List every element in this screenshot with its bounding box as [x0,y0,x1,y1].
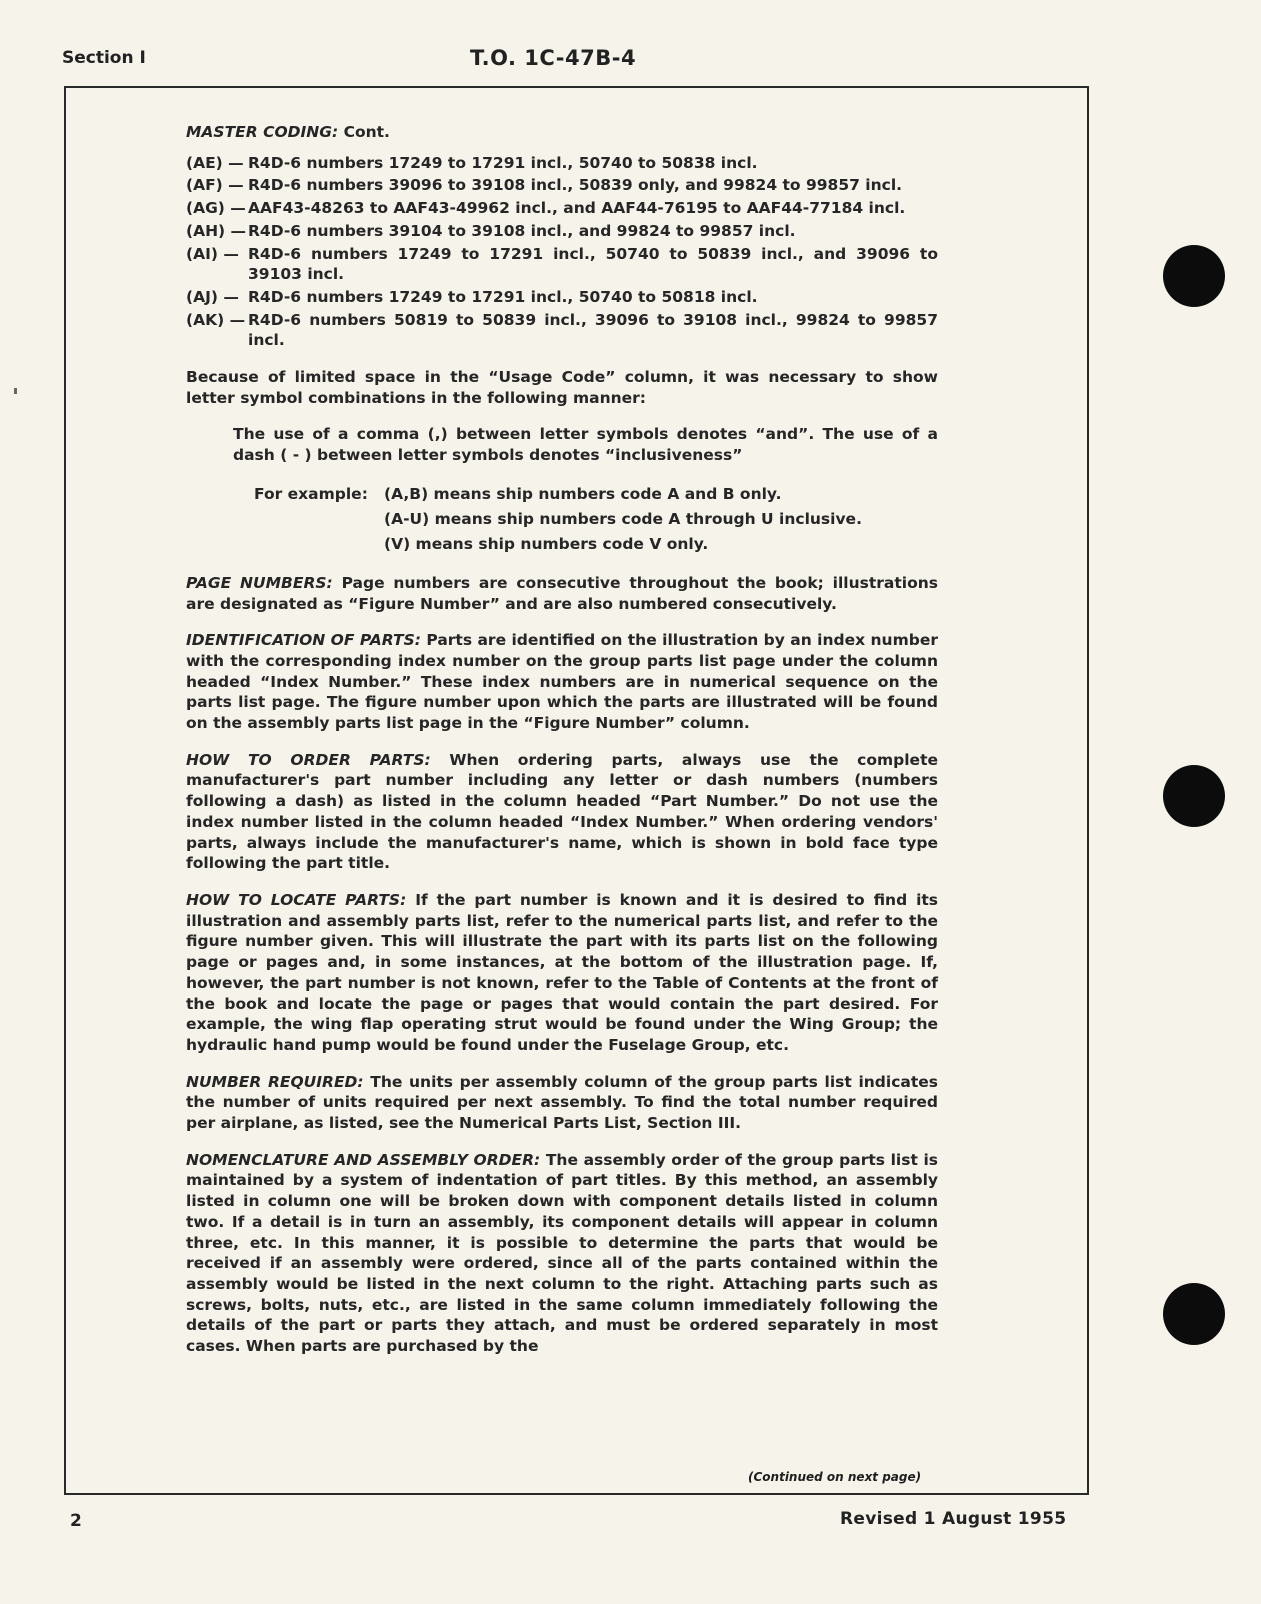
example-text: (V) means ship numbers code V only. [384,534,709,553]
how-to-order-text: When ordering parts, always use the complete manufacturer's part number including any letter or dash numbers (numbers following a dash) as listed in the column headed “Part Number.” Do not use the index number listed in the column headed “Index Number.” When ordering vendors' parts, always include the manufacturer's name, which is shown in bold face type following the part title. [186,750,938,873]
code-text: R4D-6 numbers 39104 to 39108 incl., and 99824 to 99857 incl. [248,221,796,240]
code-text: R4D-6 numbers 39096 to 39108 incl., 50839 only, and 99824 to 99857 incl. [248,176,903,195]
usage-code-intro: Because of limited space in the “Usage Code” column, it was necessary to show letter symbol combinations in the following manner: [186,368,938,407]
code-text: R4D-6 numbers 17249 to 17291 incl., 50740 to 50818 incl. [248,287,758,306]
number-required-heading: NUMBER REQUIRED: [186,1072,364,1091]
page-content [186,122,938,1373]
example-row [254,532,938,557]
number-required-paragraph [186,1072,938,1134]
identification-paragraph [186,630,938,734]
example-lead: For example: [254,484,368,503]
example-text: (A,B) means ship numbers code A and B only. [384,484,782,503]
usage-code-examples [186,482,938,557]
code-row-ah [186,221,938,242]
technical-order-number: T.O. 1C-47B-4 [470,46,637,70]
page-numbers-paragraph [186,573,938,614]
nomenclature-text: The assembly order of the group parts list is maintained by a system of indentation of part titles. By this method, an assembly listed in column one will be broken down with component details listed in column two. If a detail is in turn an assembly, its component details will appear in column three, etc. In this manner, it is possible to determine the parts that would be received if an assembly were ordered, since all of the parts contained within the assembly would be listed in the next column to the right. Attaching parts such as screws, bolts, nuts, etc., are listed in the same column immediately following the details of the part or parts they attach, and must be ordered separately in most cases. When parts are purchased by the [186,1150,938,1356]
code-row-aj [186,287,938,308]
code-row-af [186,175,938,196]
code-row-ae [186,153,938,174]
identification-text: Parts are identified on the illustration by an index number with the corresponding index number on the group parts list page under the column headed “Index Number.” These index numbers are in numerical sequence on the parts list page. The figure number upon which the parts are illustrated will be found on the assembly parts list page in the “Figure Number” column. [186,631,938,733]
binder-hole-middle [1163,765,1225,827]
how-to-order-paragraph [186,750,938,874]
scan-speck [14,388,17,394]
revision-date: Revised 1 August 1955 [840,1509,1067,1529]
nomenclature-paragraph [186,1150,938,1357]
master-coding-list [186,153,938,351]
example-text: (A-U) means ship numbers code A through U inclusive. [384,509,862,528]
nomenclature-heading: NOMENCLATURE AND ASSEMBLY ORDER: [186,1150,541,1169]
code-row-ai [186,244,938,285]
number-required-text: The units per assembly column of the group parts list indicates the number of units required per next assembly. To find the total number required per airplane, as listed, see the Numerical Parts List, Section III. [186,1072,938,1133]
page-numbers-text: Page numbers are consecutive throughout the book; illustrations are designated as “Figure Number” and are also numbered consecutively. [186,573,938,613]
master-coding-title: MASTER CODING: [186,123,339,141]
how-to-locate-heading: HOW TO LOCATE PARTS: [186,890,407,909]
usage-code-rule: The use of a comma (,) between letter symbols denotes “and”. The use of a dash ( - ) between letter symbols denotes “inclusiveness” [233,425,938,465]
continued-note: (Continued on next page) [748,1470,922,1484]
code-text: R4D-6 numbers 17249 to 17291 incl., 50740 to 50838 incl. [248,153,758,172]
code-label: (AE) — [186,153,244,172]
example-row [254,482,938,507]
master-coding-cont: Cont. [343,123,390,141]
how-to-order-heading: HOW TO ORDER PARTS: [186,750,431,769]
section-label: Section I [62,48,146,68]
example-row [254,507,938,532]
binder-hole-bottom [1163,1283,1225,1345]
code-text: R4D-6 numbers 50819 to 50839 incl., 39096 to 39108 incl., 99824 to 99857 incl. [248,310,938,350]
code-label: (AF) — [186,176,244,195]
code-label: (AJ) — [186,287,239,306]
code-text: AAF43-48263 to AAF43-49962 incl., and AAF44-76195 to AAF44-77184 incl. [248,199,906,218]
code-label: (AH) — [186,221,247,240]
code-text: R4D-6 numbers 17249 to 17291 incl., 50740 to 50839 incl., and 39096 to 39103 incl. [248,244,938,284]
identification-heading: IDENTIFICATION OF PARTS: [186,631,421,650]
page-numbers-heading: PAGE NUMBERS: [186,573,333,592]
code-row-ag [186,198,938,219]
code-label: (AK) — [186,310,246,329]
how-to-locate-paragraph [186,890,938,1056]
how-to-locate-text: If the part number is known and it is desired to find its illustration and assembly parts list, refer to the numerical parts list, and refer to the figure number given. This will illustrate the part with its parts list on the following page or pages and, in some instances, at the bottom of the illustration page. If, however, the part number is not known, refer to the Table of Contents at the front of the book and locate the page or pages that would contain the part desired. For example, the wing flap operating strut would be found under the Wing Group; the hydraulic hand pump would be found under the Fuselage Group, etc. [186,890,939,1054]
code-label: (AI) — [186,244,239,263]
page-number: 2 [70,1511,82,1531]
code-row-ak [186,310,938,351]
binder-hole-top [1163,245,1225,307]
master-coding-heading [186,122,938,143]
code-label: (AG) — [186,199,246,218]
